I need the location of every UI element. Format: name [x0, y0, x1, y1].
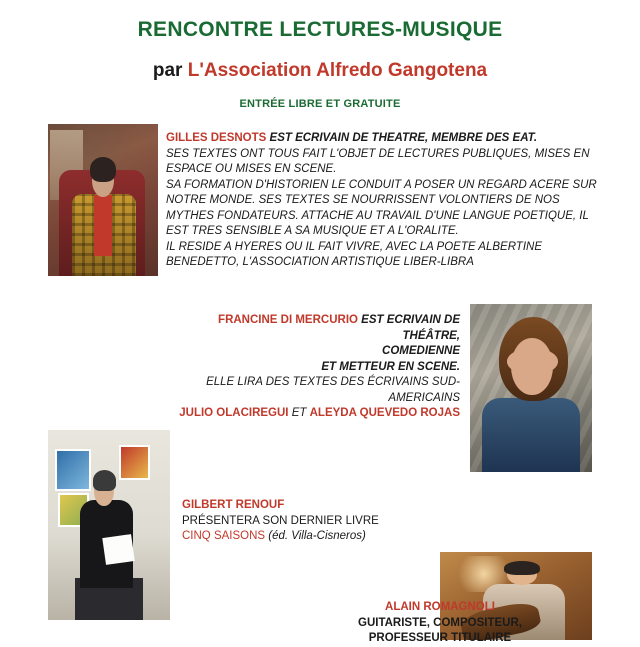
- free-entry-notice: ENTRÉE LIBRE ET GRATUITE: [239, 98, 401, 110]
- subtitle-prefix: par: [152, 60, 188, 81]
- romagnoli-line-2: PROFESSEUR TITULAIRE: [368, 632, 512, 644]
- romagnoli-line-1: GUITARISTE, COMPOSITEUR,: [358, 616, 522, 629]
- renouf-book-editor: (éd. Villa-Cisneros): [265, 530, 366, 542]
- portrait-gilbert-renouf: [48, 430, 170, 620]
- mercurio-role-line-3: ET METTEUR EN SCENE.: [321, 360, 460, 373]
- association-name: L'Association Alfredo Gangotena: [187, 60, 488, 81]
- participant-role-desnots: EST ECRIVAIN DE THEATRE, MEMBRE DES EAT.: [266, 132, 538, 144]
- portrait-francine-di-mercurio: [470, 304, 592, 472]
- renouf-book-title: CINQ SAISONS: [182, 530, 266, 542]
- mercurio-role-line-1: EST ECRIVAIN DE THÉÂTRE,: [357, 314, 460, 342]
- participant-name-desnots: GILLES DESNOTS: [166, 132, 267, 144]
- bio-francine-di-mercurio: [166, 313, 460, 422]
- participant-name-renouf: GILBERT RENOUF: [182, 499, 285, 511]
- participant-name-romagnoli: ALAIN ROMAGNOLI: [385, 601, 495, 613]
- page-title: RENCONTRE LECTURES-MUSIQUE: [137, 18, 503, 41]
- subtitle: [0, 60, 640, 82]
- bio-gilbert-renouf: [182, 498, 462, 545]
- desnots-paragraph-3: IL RESIDE A HYERES OU IL FAIT VIVRE, AVEC LA POETE ALBERTINE BENEDETTO, L'ASSOCIATION ARTISTIQUE LIBER-LIBRA: [166, 240, 543, 268]
- desnots-paragraph-2: SA FORMATION D'HISTORIEN LE CONDUIT A POSER UN REGARD ACERE SUR NOTRE MONDE. SES TEXTES SE NOURRISSENT VOLONTIERS DE NOS MYTHES FONDATEURS. ATTACHE AU TRAVAIL D'UNE LANGUE POETIQUE, IL EST TRES SENSIBLE A SA MUSIQUE ET A L'ORALITE.: [166, 178, 597, 237]
- mercurio-role-line-2: COMEDIENNE: [382, 345, 460, 357]
- portrait-gilles-desnots: [48, 124, 158, 276]
- author-aleyda-quevedo-rojas: ALEYDA QUEVEDO ROJAS: [309, 407, 460, 419]
- author-julio-olaciregui: JULIO OLACIREGUI: [179, 407, 289, 419]
- bio-gilles-desnots: [166, 131, 602, 271]
- mercurio-detail-line: ELLE LIRA DES TEXTES DES ÉCRIVAINS SUD-AMERICAINS: [206, 376, 460, 404]
- participant-name-mercurio: FRANCINE DI MERCURIO: [218, 314, 358, 326]
- renouf-line-1: PRÉSENTERA SON DERNIER LIVRE: [182, 514, 379, 527]
- desnots-paragraph-1: SES TEXTES ONT TOUS FAIT L'OBJET DE LECTURES PUBLIQUES, MISES EN ESPACE OU MISES EN SCENE.: [166, 147, 590, 175]
- authors-separator: ET: [288, 407, 310, 419]
